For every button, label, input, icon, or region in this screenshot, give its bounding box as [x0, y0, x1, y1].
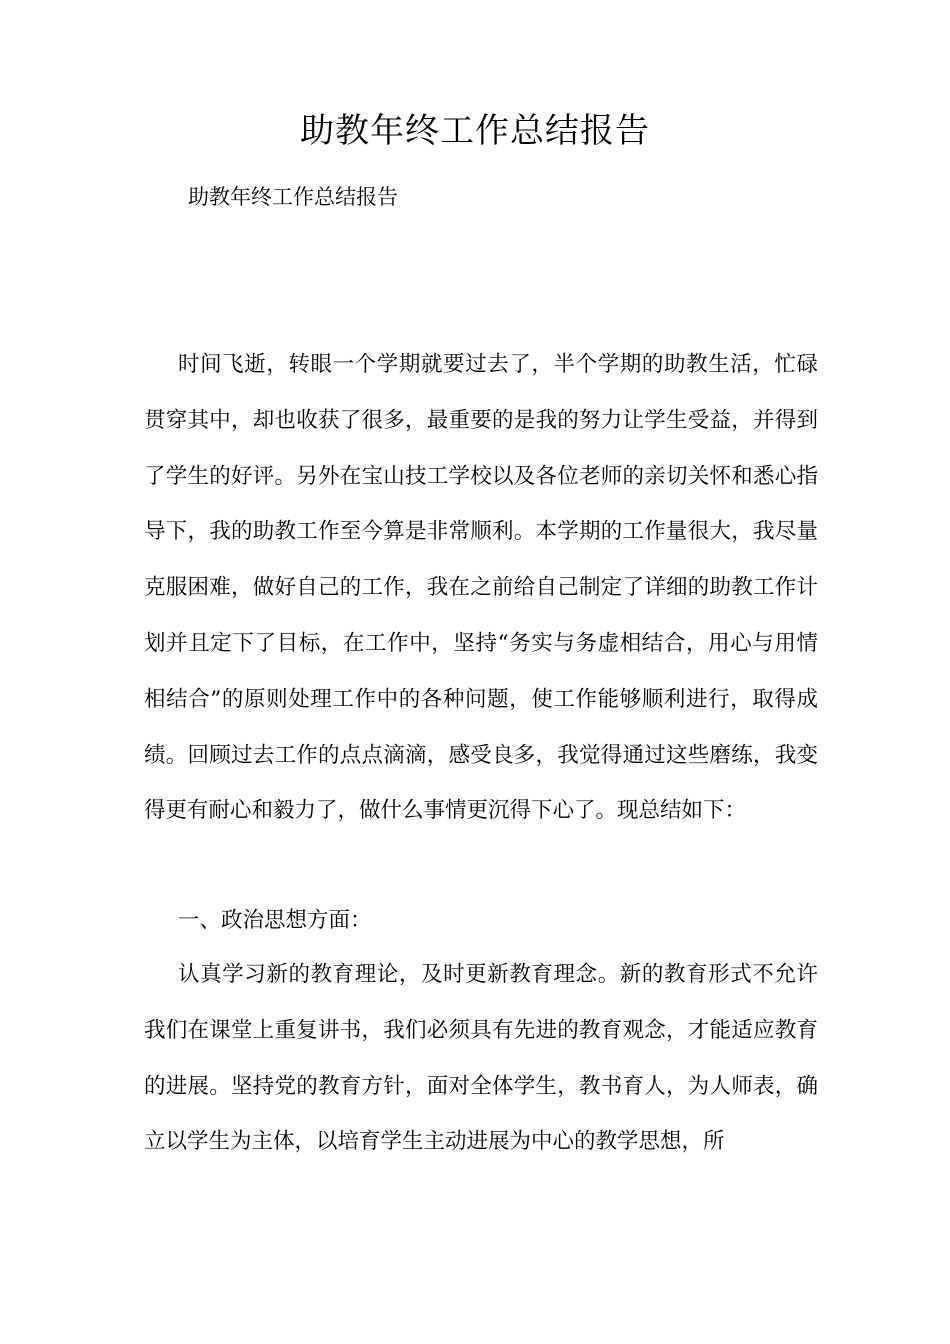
paragraph-education-theory: 认真学习新的教育理论，及时更新教育理念。新的教育形式不允许我们在课堂上重复讲书，我们必须具有先进的教育观念，才能适应教育的进展。坚持党的教育方针，面对全体学生，教书育人，为人师表，确立以学生为主体，以培育学生主动进展为中心的教学思想，所 — [144, 962, 818, 1155]
document-title: 助教年终工作总结报告 — [300, 111, 650, 151]
section-heading-political: 一、政治思想方面： — [178, 908, 372, 933]
document-subtitle: 助教年终工作总结报告 — [188, 185, 398, 209]
paragraph-intro: 时间飞逝，转眼一个学期就要过去了，半个学期的助教生活，忙碌贯穿其中，却也收获了很多，最重要的是我的努力让学生受益，并得到了学生的好评。另外在宝山技工学校以及各位老师的亲切关怀和悉心指导下，我的助教工作至今算是非常顺利。本学期的工作量很大，我尽量克服困难，做好自己的工作，我在之前给自己制定了详细的助教工作计划并且定下了目标，在工作中，坚持“务实与务虚相结合，用心与用情相结合”的原则处理工作中的各种问题，使工作能够顺利进行，取得成绩。回顾过去工作的点点滴滴，感受良多，我觉得通过这些磨练，我变得更有耐心和毅力了，做什么事情更沉得下心了。现总结如下： — [144, 352, 818, 824]
